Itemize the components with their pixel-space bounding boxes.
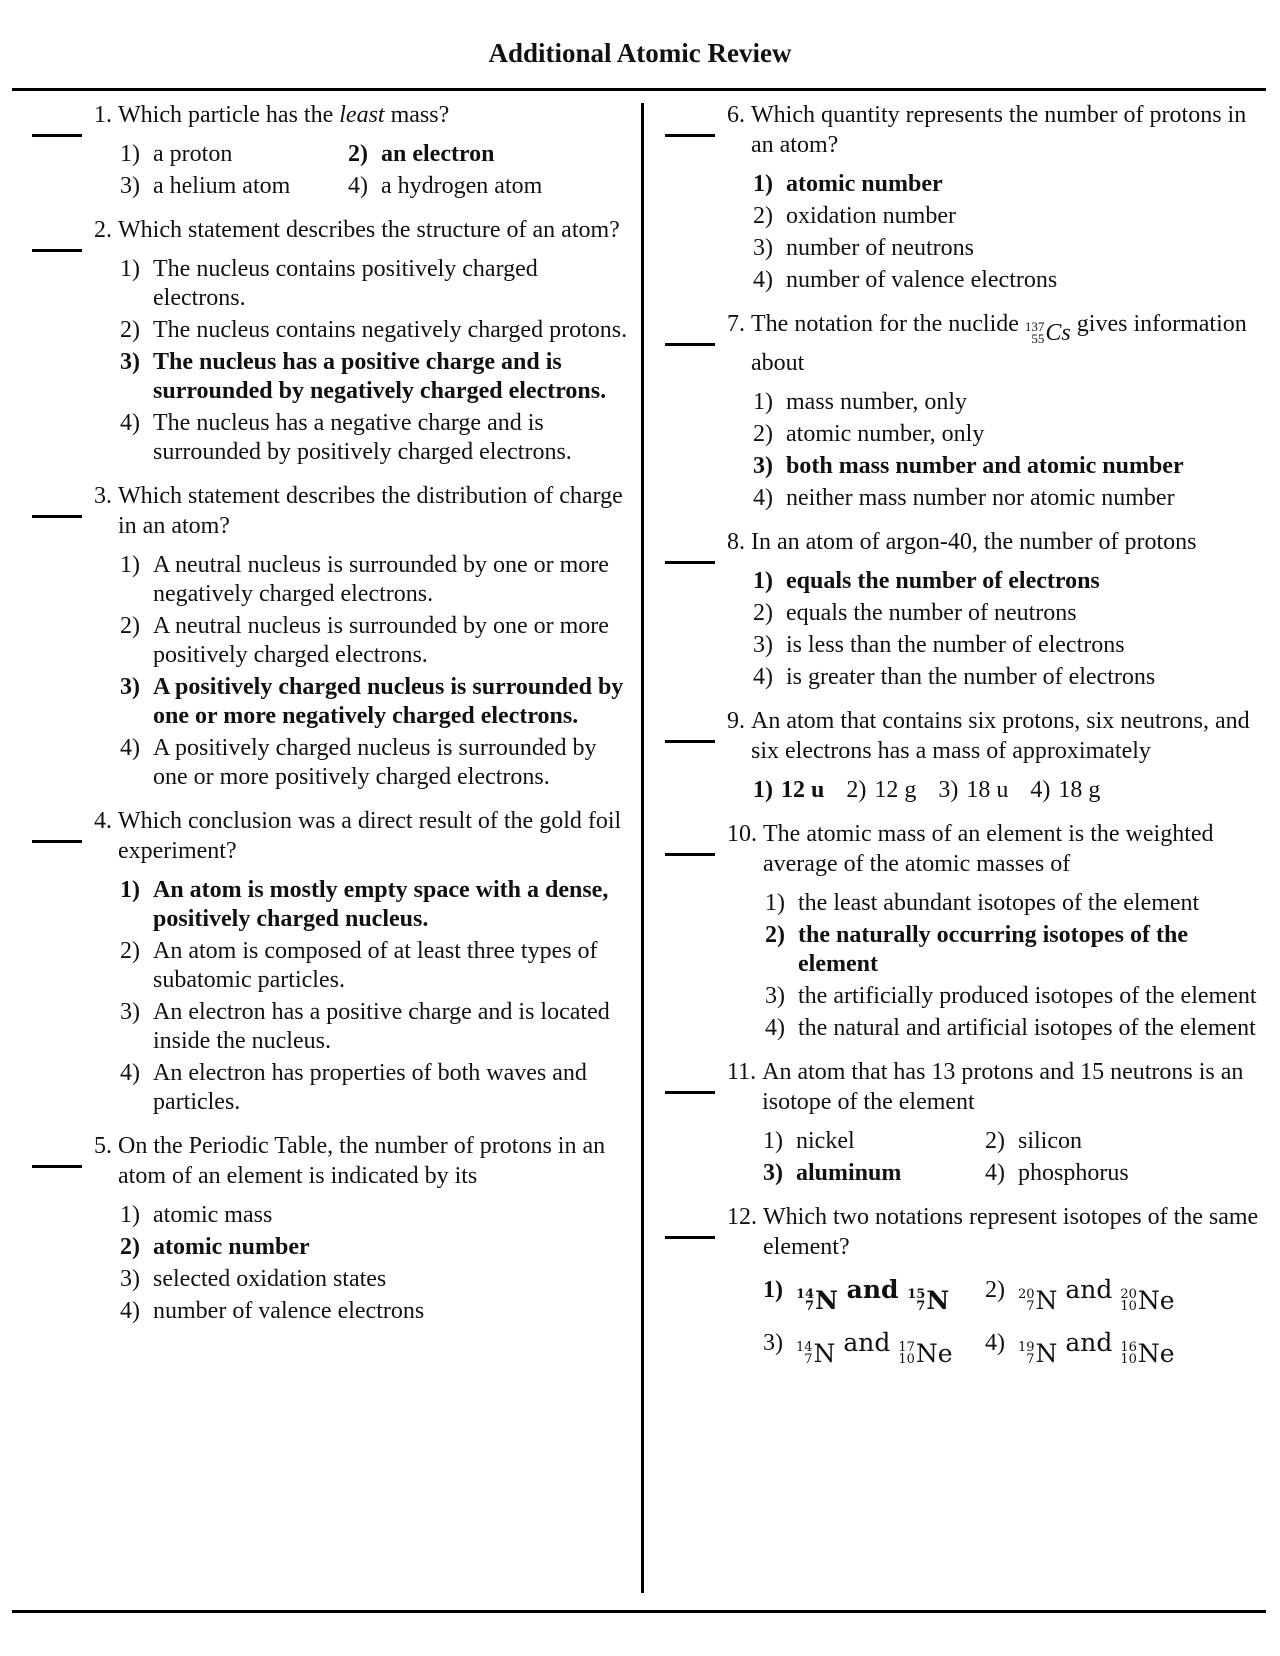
choice-4[interactable]: 4) is greater than the number of electrons [753, 664, 1156, 690]
choice-4[interactable]: 4) 19 7 N and 16 10 Ne [985, 1328, 1175, 1368]
choice-4[interactable]: 4) the natural and artificial isotopes of the element [765, 1015, 1256, 1041]
choice-4[interactable]: 4) An electron has properties of both waves and particles. [120, 1060, 587, 1115]
joiner: and [1065, 1275, 1113, 1304]
mass-number: 14 [796, 1287, 815, 1302]
choice-1[interactable]: 1) atomic mass [120, 1202, 273, 1228]
element-symbol: Ne [1137, 1339, 1175, 1368]
choice-4[interactable]: 4) neither mass number nor atomic number [753, 485, 1175, 511]
question-6 [653, 100, 1268, 295]
joiner: and [843, 1328, 891, 1357]
choice-1[interactable]: 1) 12 u [753, 777, 825, 803]
question-number: 3. [94, 483, 112, 509]
left-column [20, 100, 635, 1340]
choice-2[interactable]: 2) 12 g [846, 777, 917, 803]
question-number: 10. [727, 821, 757, 847]
choice-2[interactable]: 2) an electron [348, 141, 495, 167]
mass-number: 15 [907, 1287, 926, 1302]
choice-2[interactable]: 2) the naturally occurring isotopes of the element [765, 922, 1188, 977]
choice-3[interactable]: 3) the artificially produced isotopes of the element [765, 983, 1257, 1009]
answer-blank[interactable] [665, 134, 715, 137]
answer-blank[interactable] [665, 740, 715, 743]
answer-blank[interactable] [32, 1165, 82, 1168]
answer-blank[interactable] [665, 1236, 715, 1239]
choice-1[interactable]: 1) atomic number [753, 171, 943, 197]
right-column [653, 100, 1268, 1384]
emphasis: least [339, 102, 385, 128]
choice-3[interactable]: 3) An electron has a positive charge and is located inside the nucleus. [120, 999, 610, 1054]
question-number: 5. [94, 1133, 112, 1159]
choice-1[interactable]: 1) equals the number of electrons [753, 568, 1100, 594]
answer-blank[interactable] [665, 853, 715, 856]
choice-2[interactable]: 2) atomic number, only [753, 421, 985, 447]
mass-number: 137 [1024, 319, 1045, 334]
mass-number: 17 [898, 1340, 915, 1355]
answer-blank[interactable] [665, 1091, 715, 1094]
question-stem: An atom that contains six protons, six neutrons, and six electrons has a mass of approximately [751, 708, 1250, 764]
choice-4[interactable]: 4) a hydrogen atom [348, 173, 543, 199]
element-symbol: N [815, 1286, 838, 1315]
atomic-number: 55 [1031, 331, 1045, 346]
answer-blank[interactable] [32, 840, 82, 843]
mass-number: 20 [1018, 1287, 1035, 1302]
answer-blank[interactable] [665, 343, 715, 346]
question-11 [653, 1057, 1268, 1188]
choice-3[interactable]: 3) both mass number and atomic number [753, 453, 1184, 479]
choice-1[interactable]: 1) 14 7 N and 15 7 N [763, 1275, 950, 1315]
question-stem: In an atom of argon-40, the number of protons [751, 529, 1197, 555]
mass-number: 19 [1018, 1340, 1035, 1355]
question-9 [653, 706, 1268, 805]
choice-1[interactable]: 1) An atom is mostly empty space with a dense, positively charged nucleus. [120, 877, 609, 932]
choice-2[interactable]: 2) oxidation number [753, 203, 956, 229]
question-3 [20, 481, 635, 792]
choice-3[interactable]: 3) selected oxidation states [120, 1266, 387, 1292]
element-symbol: N [813, 1339, 836, 1368]
question-stem: Which two notations represent isotopes of the same element? [763, 1204, 1259, 1260]
question-4 [20, 806, 635, 1117]
question-5 [20, 1131, 635, 1326]
question-7 [653, 309, 1268, 513]
choice-4[interactable]: 4) 18 g [1030, 777, 1101, 803]
question-number: 11. [727, 1059, 757, 1085]
question-number: 6. [727, 102, 745, 128]
top-rule [12, 88, 1266, 91]
joiner: and [1065, 1328, 1113, 1357]
choice-2[interactable]: 2) silicon [985, 1128, 1082, 1154]
answer-blank[interactable] [32, 134, 82, 137]
element-symbol: Ne [915, 1339, 953, 1368]
element-symbol: N [1035, 1286, 1058, 1315]
question-number: 12. [727, 1204, 757, 1230]
question-stem: The notation for the nuclide [751, 311, 1025, 337]
choice-4[interactable]: 4) The nucleus has a negative charge and is surrounded by positively charged electrons. [120, 410, 572, 465]
choice-3[interactable]: 3) aluminum [763, 1160, 902, 1186]
atomic-number: 7 [1026, 1352, 1035, 1367]
element-symbol: N [926, 1286, 950, 1315]
page-title: Additional Atomic Review [488, 38, 792, 68]
atomic-number: 7 [805, 1299, 815, 1314]
choice-4[interactable]: 4) A positively charged nucleus is surrounded by one or more positively charged electrons. [120, 735, 597, 790]
answer-blank[interactable] [32, 515, 82, 518]
choice-2[interactable]: 2) The nucleus contains negatively charged protons. [120, 317, 628, 343]
question-number: 9. [727, 708, 745, 734]
bottom-rule [12, 1610, 1266, 1613]
question-10 [653, 819, 1268, 1043]
choice-4[interactable]: 4) number of valence electrons [753, 267, 1058, 293]
question-stem-end: gives information about [751, 311, 1247, 376]
question-stem: Which conclusion was a direct result of the gold foil experiment? [118, 808, 622, 864]
choice-2[interactable]: 2) equals the number of neutrons [753, 600, 1077, 626]
choice-3[interactable]: 3) 14 7 N and 17 10 Ne [763, 1328, 953, 1368]
choice-3[interactable]: 3) A positively charged nucleus is surrounded by one or more negatively charged electrons. [120, 674, 624, 729]
nuclide-notation [1025, 318, 1071, 348]
question-number: 1. [94, 102, 112, 128]
choice-3[interactable]: 3) 18 u [938, 777, 1009, 803]
choice-3[interactable]: 3) number of neutrons [753, 235, 974, 261]
choice-3[interactable]: 3) The nucleus has a positive charge and is surrounded by negatively charged electrons. [120, 349, 607, 404]
mass-number: 20 [1120, 1287, 1137, 1302]
choice-3[interactable]: 3) a helium atom [120, 173, 291, 199]
question-stem: On the Periodic Table, the number of protons in an atom of an element is indicated by its [118, 1133, 606, 1189]
question-8 [653, 527, 1268, 692]
atomic-number: 10 [898, 1352, 915, 1367]
question-stem-end: mass? [384, 102, 450, 128]
question-stem: The atomic mass of an element is the weighted average of the atomic masses of [763, 821, 1214, 877]
element-symbol: Ne [1137, 1286, 1175, 1315]
atomic-number: 7 [916, 1299, 926, 1314]
choice-2[interactable]: 2) A neutral nucleus is surrounded by one or more positively charged electrons. [120, 613, 609, 668]
choice-2[interactable]: 2) An atom is composed of at least three types of subatomic particles. [120, 938, 598, 993]
question-2 [20, 215, 635, 467]
question-number: 2. [94, 217, 112, 243]
question-stem: Which statement describes the structure of an atom? [118, 217, 620, 243]
choice-4[interactable]: 4) number of valence electrons [120, 1298, 425, 1324]
atomic-number: 10 [1120, 1352, 1137, 1367]
element-symbol: Cs [1045, 320, 1071, 346]
column-divider [641, 103, 644, 1593]
question-number: 7. [727, 311, 745, 337]
choice-1[interactable]: 1) the least abundant isotopes of the element [765, 890, 1200, 916]
answer-blank[interactable] [665, 561, 715, 564]
question-stem: Which statement describes the distribution of charge in an atom? [118, 483, 623, 539]
choice-1[interactable]: 1) mass number, only [753, 389, 968, 415]
choice-1[interactable]: 1) A neutral nucleus is surrounded by one or more negatively charged electrons. [120, 552, 609, 607]
choice-2[interactable]: 2) 20 7 N and 20 10 Ne [985, 1275, 1175, 1315]
answer-blank[interactable] [32, 249, 82, 252]
choice-3[interactable]: 3) is less than the number of electrons [753, 632, 1125, 658]
choice-1[interactable]: 1) a proton [120, 141, 233, 167]
question-12 [653, 1202, 1268, 1370]
atomic-number: 10 [1120, 1299, 1137, 1314]
joiner: and [846, 1275, 899, 1304]
choice-2[interactable]: 2) atomic number [120, 1234, 310, 1260]
choice-4[interactable]: 4) phosphorus [985, 1160, 1129, 1186]
mass-number: 16 [1120, 1340, 1137, 1355]
element-symbol: N [1035, 1339, 1058, 1368]
choice-1[interactable]: 1) nickel [763, 1128, 855, 1154]
question-stem: Which quantity represents the number of protons in an atom? [751, 102, 1247, 158]
choice-1[interactable]: 1) The nucleus contains positively charged electrons. [120, 256, 538, 311]
mass-number: 14 [796, 1340, 813, 1355]
question-number: 8. [727, 529, 745, 555]
atomic-number: 7 [804, 1352, 813, 1367]
question-stem: Which particle has the [118, 102, 340, 128]
question-stem: An atom that has 13 protons and 15 neutrons is an isotope of the element [762, 1059, 1244, 1115]
atomic-number: 7 [1026, 1299, 1035, 1314]
question-number: 4. [94, 808, 112, 834]
question-1 [20, 100, 635, 201]
